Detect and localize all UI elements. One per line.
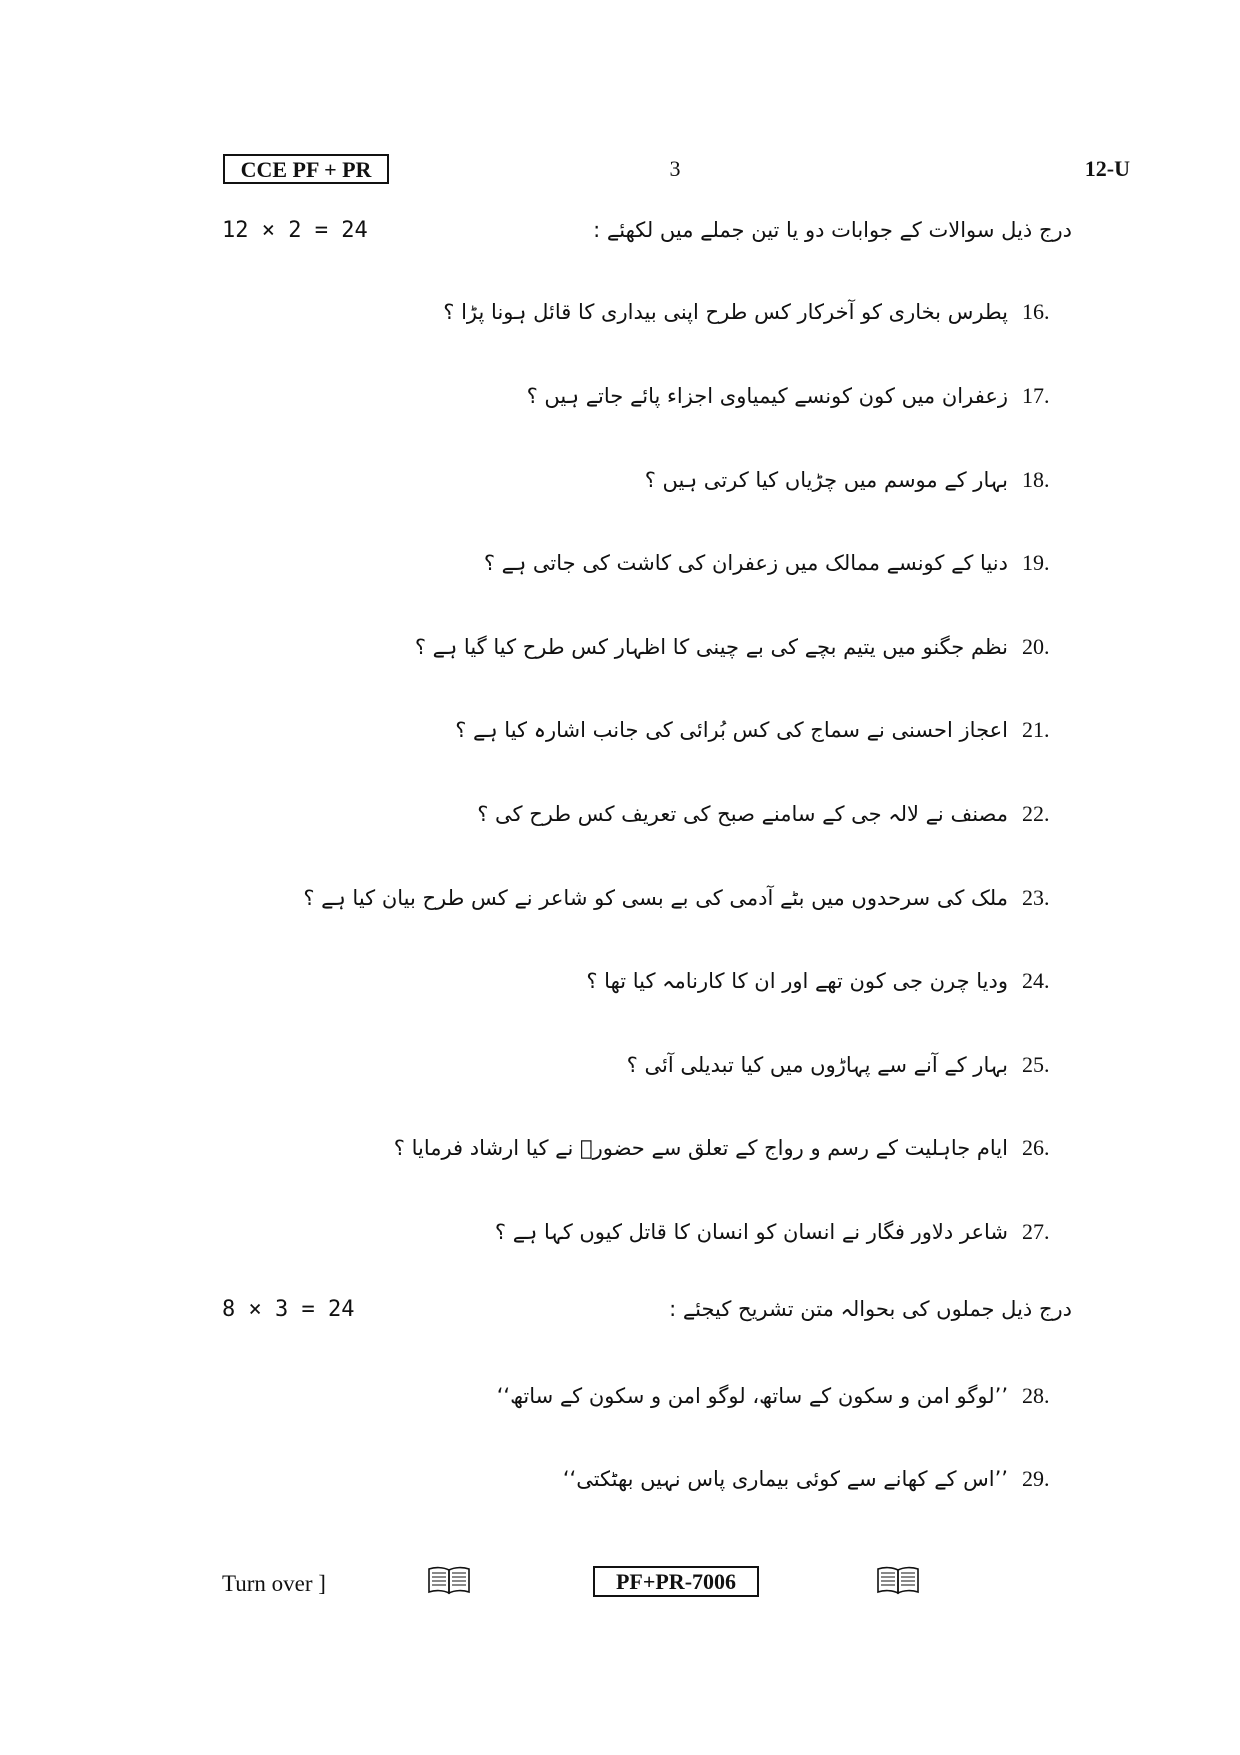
question-number: 22.	[1022, 801, 1050, 826]
question-19	[484, 545, 1072, 581]
question-text: بہار کے موسم میں چڑیاں کیا کرتی ہیں ؟	[644, 468, 1008, 492]
question-number: 27.	[1022, 1219, 1050, 1244]
question-16	[443, 294, 1072, 330]
question-number: 29.	[1022, 1466, 1050, 1491]
question-text: ملک کی سرحدوں میں بٹے آدمی کی بے بسی کو شاعر نے کس طرح بیان کیا ہے ؟	[303, 886, 1008, 910]
question-20	[415, 629, 1072, 665]
question-17	[527, 378, 1072, 414]
question-number: 25.	[1022, 1052, 1050, 1077]
question-text: دنیا کے کونسے ممالک میں زعفران کی کاشت کی جاتی ہے ؟	[483, 551, 1008, 575]
question-text: ’’لوگو امن و سکون کے ساتھ، لوگو امن و سکون کے ساتھ‘‘	[496, 1384, 1008, 1408]
question-number: 19.	[1022, 550, 1050, 575]
question-number: 28.	[1022, 1383, 1050, 1408]
question-text: ایام جاہلیت کے رسم و رواج کے تعلق سے حضورؐ نے کیا ارشاد فرمایا ؟	[393, 1136, 1008, 1160]
question-text: اعجاز احسنی نے سماج کی کس بُرائی کی جانب اشارہ کیا ہے ؟	[455, 718, 1008, 742]
question-number: 18.	[1022, 467, 1050, 492]
question-text: نظم جگنو میں یتیم بچے کی بے چینی کا اظہار کس طرح کیا گیا ہے ؟	[414, 635, 1008, 659]
book-icon	[426, 1564, 472, 1596]
question-25	[627, 1047, 1072, 1083]
question-number: 17.	[1022, 383, 1050, 408]
question-22	[477, 796, 1072, 832]
turn-over-label: Turn over ]	[222, 1571, 326, 1596]
question-number: 20.	[1022, 634, 1050, 659]
question-number: 24.	[1022, 968, 1050, 993]
page-number: 3	[669, 156, 681, 181]
question-28	[497, 1378, 1072, 1414]
question-text: ودیا چرن جی کون تھے اور ان کا کارنامہ کیا تھا ؟	[586, 969, 1008, 993]
question-text: شاعر دلاور فگار نے انسان کو انسان کا قاتل کیوں کہا ہے ؟	[494, 1220, 1008, 1244]
question-29	[563, 1461, 1072, 1497]
question-number: 23.	[1022, 885, 1050, 910]
section1-marks: 12 × 2 = 24	[222, 218, 368, 243]
question-27	[495, 1214, 1072, 1250]
question-text: مصنف نے لالہ جی کے سامنے صبح کی تعریف کس طرح کی ؟	[477, 802, 1008, 826]
question-24	[586, 963, 1072, 999]
question-21	[455, 712, 1072, 748]
paper-code: 12-U	[1084, 156, 1130, 181]
question-18	[645, 462, 1072, 498]
exam-code-box: CCE PF + PR	[223, 154, 389, 184]
question-text: زعفران میں کون کونسے کیمیاوی اجزاء پائے جاتے ہیں ؟	[526, 384, 1008, 408]
question-23	[303, 880, 1072, 916]
question-26	[394, 1130, 1072, 1166]
question-text: پطرس بخاری کو آخرکار کس طرح اپنی بیداری کا قائل ہونا پڑا ؟	[443, 300, 1008, 324]
question-number: 26.	[1022, 1135, 1050, 1160]
question-text: بہار کے آنے سے پہاڑوں میں کیا تبدیلی آئی ؟	[626, 1053, 1008, 1077]
question-text: ’’اس کے کھانے سے کوئی بیماری پاس نہیں بھٹکتی‘‘	[562, 1467, 1008, 1491]
book-icon	[875, 1564, 921, 1596]
section1-instruction: درج ذیل سوالات کے جوابات دو یا تین جملے میں لکھئے :	[593, 218, 1072, 242]
section2-marks: 8 × 3 = 24	[222, 1297, 355, 1322]
question-number: 16.	[1022, 299, 1050, 324]
question-number: 21.	[1022, 717, 1050, 742]
footer-code-box: PF+PR-7006	[593, 1566, 759, 1597]
section2-instruction: درج ذیل جملوں کی بحوالہ متن تشریح کیجئے :	[669, 1297, 1072, 1321]
